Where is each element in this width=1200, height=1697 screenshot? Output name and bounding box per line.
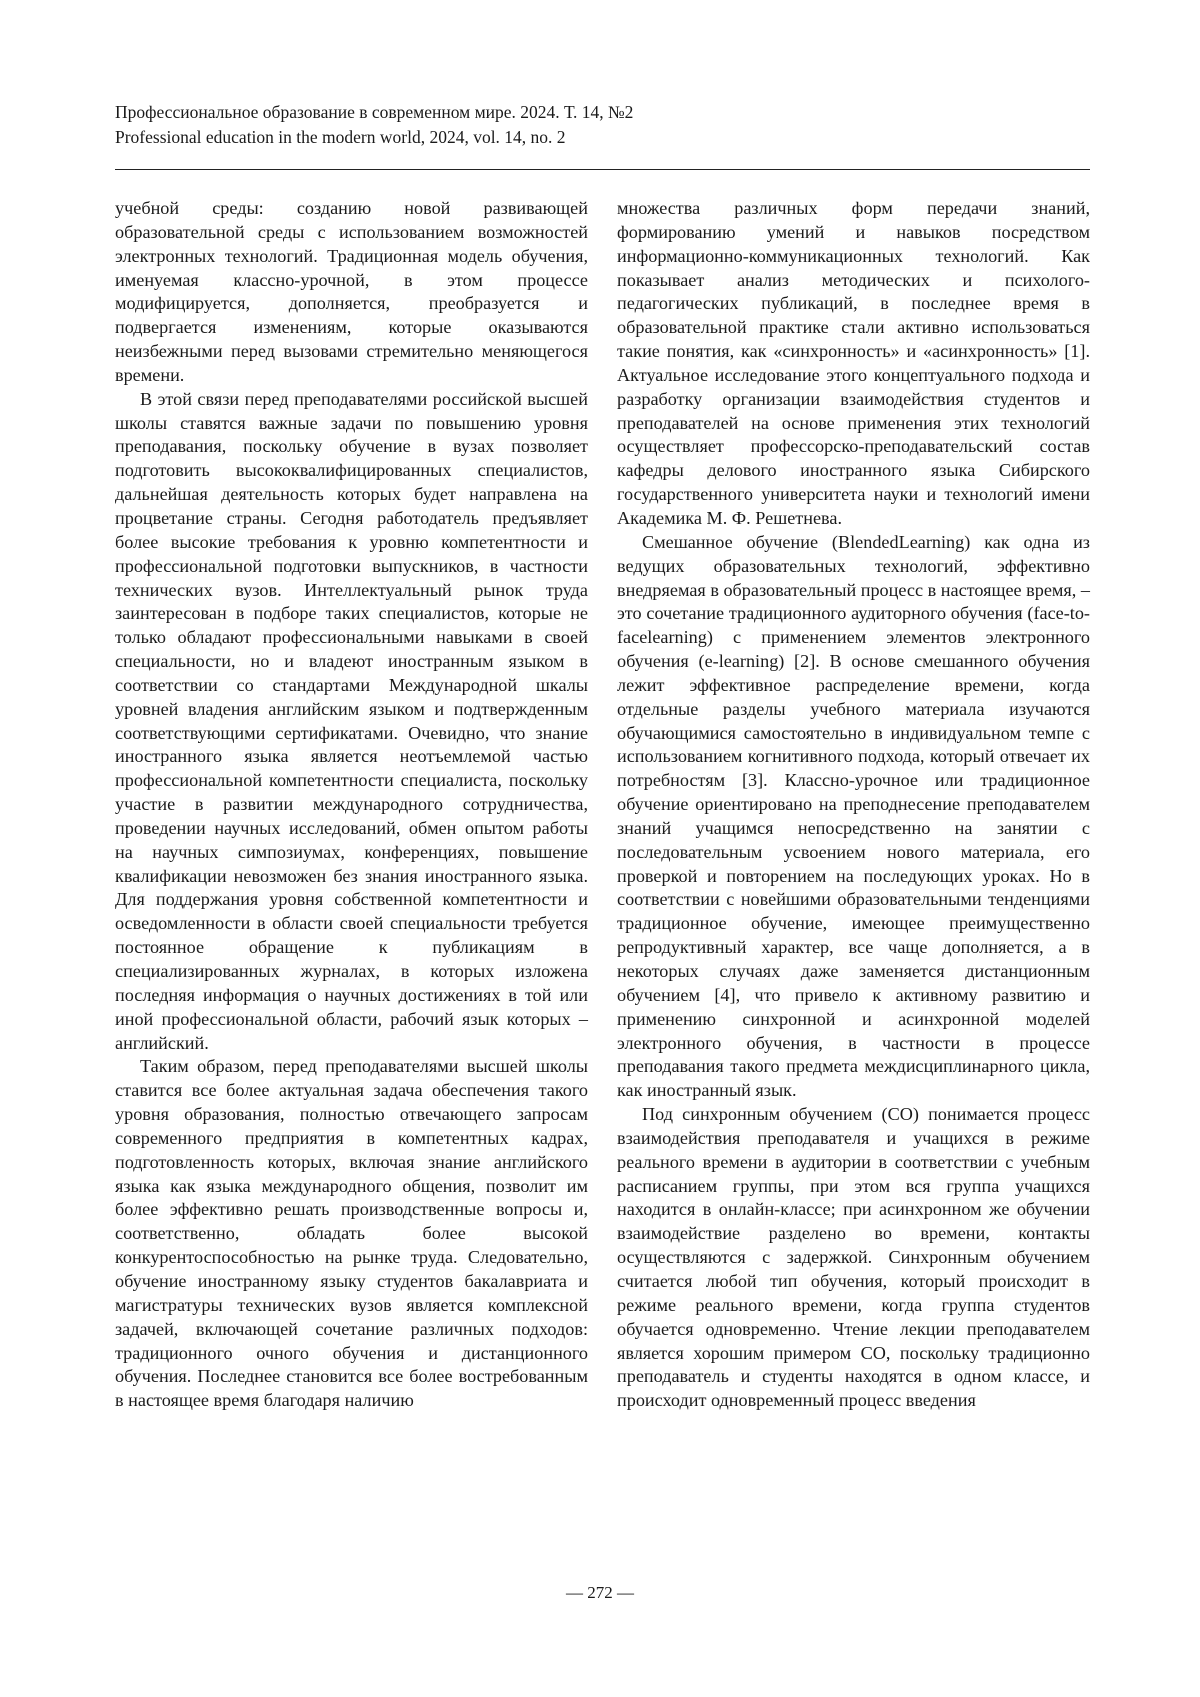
header-divider <box>115 169 1090 170</box>
journal-title-ru: Профессиональное образование в современном мире. 2024. Т. 14, №2 <box>115 100 1090 125</box>
journal-title-en: Professional education in the modern world, 2024, vol. 14, no. 2 <box>115 125 1090 150</box>
paragraph: Смешанное обучение (BlendedLearning) как одна из ведущих образовательных технологий, эффективно внедряемая в образовательный процесс в настоящее время, – это сочетание традиционного аудиторного обучения (face-to-facelearning) с применением элементов электронного обучения (e-learning) [2]. В основе смешанного обучения лежит эффективное распределение времени, когда отдельные разделы учебного материала изучаются обучающимися самостоятельно в индивидуальном темпе с использованием когнитивного подхода, который отвечает их потребностям [3]. Классно-урочное или традиционное обучение ориентировано на преподнесение преподавателем знаний учащимся непосредственно на занятии с последовательным усвоением нового материала, его проверкой и повторением на последующих уроках. Но в соответствии с новейшими образовательными тенденциями традиционное обучение, имеющее преимущественно репродуктивный характер, все чаще дополняется, а в некоторых случаях даже заменяется дистанционным обучением [4], что привело к активному развитию и применению синхронной и асинхронной моделей электронного обучения, в частности в процессе преподавания такого предмета междисциплинарного цикла, как иностранный язык. <box>617 531 1090 1103</box>
paragraph: учебной среды: созданию новой развивающей образовательной среды с использованием возможностей электронных технологий. Традиционная модель обучения, именуемая классно-урочной, в этом процессе модифицируется, дополняется, преобразуется и подвергается изменениям, которые оказываются неизбежными перед вызовами стремительно меняющегося времени. <box>115 197 588 388</box>
paragraph: множества различных форм передачи знаний, формированию умений и навыков посредством информационно-коммуникационных технологий. Как показывает анализ методических и психолого-педагогических публикаций, в последнее время в образовательной практике стали активно использоваться такие понятия, как «синхронность» и «асинхронность» [1]. Актуальное исследование этого концептуального подхода и разработку организации взаимодействия студентов и преподавателей на основе применения этих технологий осуществляет профессорско-преподавательский состав кафедры делового иностранного языка Сибирского государственного университета науки и технологий имени Академика М. Ф. Решетнева. <box>617 197 1090 531</box>
paragraph: Под синхронным обучением (СО) понимается процесс взаимодействия преподавателя и учащихся в режиме реального времени в аудитории в соответствии с учебным расписанием группы, при этом вся группа учащихся находится в онлайн-классе; при асинхронном же обучении взаимодействие разделено во времени, контакты осуществляются с задержкой. Синхронным обучением считается любой тип обучения, который происходит в режиме реального времени, когда группа студентов обучается одновременно. Чтение лекции преподавателем является хорошим примером СО, поскольку традиционно преподаватель и студенты находятся в одном классе, и происходит одновременный процесс введения <box>617 1103 1090 1413</box>
left-column <box>115 197 588 1413</box>
paragraph: Таким образом, перед преподавателями высшей школы ставится все более актуальная задача обеспечения такого уровня образования, полностью отвечающего запросам современного предприятия в компетентных кадрах, подготовленность которых, включая знание английского языка как языка международного общения, позволит им более эффективно решать производственные вопросы и, соответственно, обладать более высокой конкурентоспособностью на рынке труда. Следовательно, обучение иностранному языку студентов бакалавриата и магистратуры технических вузов является комплексной задачей, включающей сочетание различных подходов: традиционного очного обучения и дистанционного обучения. Последнее становится все более востребованным в настоящее время благодаря наличию <box>115 1055 588 1413</box>
paragraph: В этой связи перед преподавателями российской высшей школы ставятся важные задачи по повышению уровня преподавания, поскольку обучение в вузах позволяет подготовить высококвалифицированных специалистов, дальнейшая деятельность которых будет направлена на процветание страны. Сегодня работодатель предъявляет более высокие требования к уровню компетентности и профессиональной подготовки выпускников, в частности технических вузов. Интеллектуальный рынок труда заинтересован в подборе таких специалистов, которые не только обладают профессиональными навыками в своей специальности, но и владеют иностранным языком в соответствии со стандартами Международной шкалы уровней владения английским языком и подтвержденным соответствующими сертификатами. Очевидно, что знание иностранного языка является неотъемлемой частью профессиональной компетентности специалиста, поскольку участие в развитии международного сотрудничества, проведении научных исследований, обмен опытом работы на научных симпозиумах, конференциях, повышение квалификации невозможен без знания иностранного языка. Для поддержания уровня собственной компетентности и осведомленности в области своей специальности требуется постоянное обращение к публикациям в специализированных журналах, в которых изложена последняя информация о научных достижениях в той или иной профессиональной области, рабочий язык которых – английский. <box>115 388 588 1056</box>
right-column <box>617 197 1090 1413</box>
page-number: — 272 — <box>0 1582 1200 1604</box>
running-header <box>115 100 1090 150</box>
